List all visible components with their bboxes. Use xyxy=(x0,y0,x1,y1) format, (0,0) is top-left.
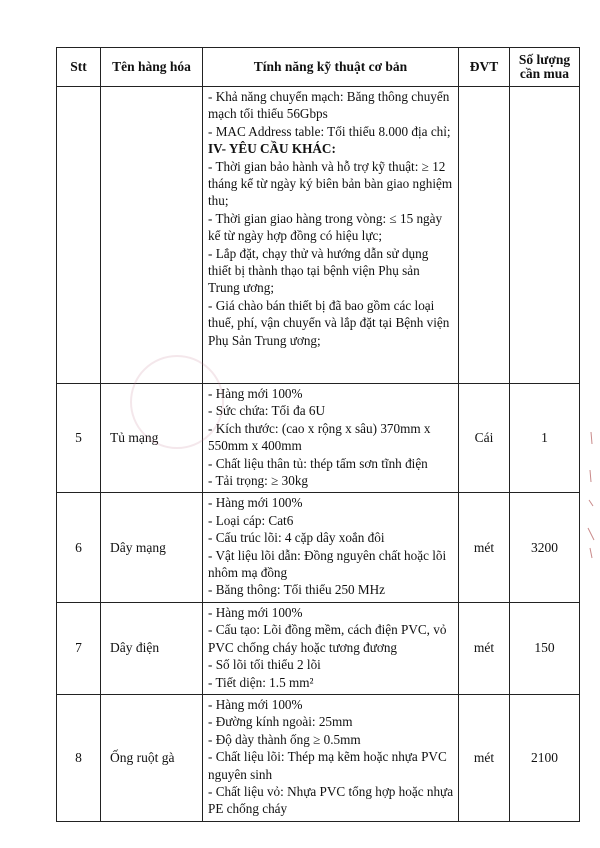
cell-unit: mét xyxy=(459,694,510,821)
spec-line: 550mm x 400mm xyxy=(208,438,302,454)
table-row-item-8 xyxy=(57,694,580,821)
spec-line: PVC chống cháy hoặc tương đương xyxy=(208,639,398,655)
cell-name: Tủ mạng xyxy=(101,384,203,493)
header-item-name: Tên hàng hóa xyxy=(101,48,203,87)
cell-spec xyxy=(203,602,459,694)
spec-line: - Cấu tạo: Lõi đồng mềm, cách điện PVC, vỏ xyxy=(208,622,447,638)
spec-line: - Sức chứa: Tối đa 6U xyxy=(208,403,325,419)
spec-line: nhôm mạ đồng xyxy=(208,565,288,581)
spec-line: - Hàng mới 100% xyxy=(208,604,303,620)
spec-line: thu; xyxy=(208,193,229,209)
cell-name xyxy=(101,87,203,384)
spec-line: - Giá chào bán thiết bị đã bao gồm các loại xyxy=(208,297,435,313)
header-unit: ĐVT xyxy=(459,48,510,87)
spec-line: Phụ Sản Trung ương; xyxy=(208,332,321,348)
spec-line: - Thời gian giao hàng trong vòng: ≤ 15 ngày xyxy=(208,210,443,226)
spec-line: - Chất liệu vỏ: Nhựa PVC tổng hợp hoặc nhựa xyxy=(208,783,454,799)
spec-line: - Lắp đặt, chạy thử và hướng dẫn sử dụng xyxy=(208,245,429,261)
cell-quantity: 3200 xyxy=(510,493,580,602)
spec-line: - Thời gian bảo hành và hỗ trợ kỹ thuật: ≥ 12 xyxy=(208,158,446,174)
header-quantity xyxy=(510,48,580,87)
table-header-row xyxy=(57,48,580,87)
cell-name: Ống ruột gà xyxy=(101,694,203,821)
spec-line: - Chất liệu lõi: Thép mạ kẽm hoặc nhựa PVC xyxy=(208,749,447,765)
spec-line: - Loại cáp: Cat6 xyxy=(208,512,294,528)
spec-line: mạch tối thiểu 56Gbps xyxy=(208,106,328,122)
cell-quantity: 150 xyxy=(510,602,580,694)
cell-name: Dây mạng xyxy=(101,493,203,602)
header-quantity-line2: cần mua xyxy=(519,66,570,81)
equipment-spec-table xyxy=(56,47,580,822)
spec-line: - Đường kính ngoài: 25mm xyxy=(208,714,353,730)
header-quantity-line1: Số lượng xyxy=(518,52,571,67)
spec-line: - Số lõi tối thiểu 2 lõi xyxy=(208,657,321,673)
cell-spec xyxy=(203,694,459,821)
cell-quantity xyxy=(510,87,580,384)
cell-quantity: 1 xyxy=(510,384,580,493)
cell-stt xyxy=(57,87,101,384)
cell-unit: mét xyxy=(459,493,510,602)
spec-line: thuế, phí, vận chuyển và lắp đặt tại Bệnh viện xyxy=(208,315,450,331)
spec-line: tháng kể từ ngày ký biên bản bàn giao nghiệm xyxy=(208,176,453,192)
spec-line: - Cấu trúc lõi: 4 cặp dây xoắn đôi xyxy=(208,530,385,546)
spec-line: - MAC Address table: Tối thiểu 8.000 địa chỉ; xyxy=(208,123,451,139)
hospital-seal-stamp xyxy=(130,355,224,449)
cell-name: Dây điện xyxy=(101,602,203,694)
spec-line: Trung ương; xyxy=(208,280,275,296)
cell-stt: 7 xyxy=(57,602,101,694)
section-heading: IV- YÊU CẦU KHÁC: xyxy=(208,141,336,157)
header-stt: Stt xyxy=(57,48,101,87)
table-row-item-7 xyxy=(57,602,580,694)
cell-spec xyxy=(203,384,459,493)
cell-stt: 5 xyxy=(57,384,101,493)
spec-line: - Khả năng chuyển mạch: Băng thông chuyển xyxy=(208,89,450,104)
spec-line: - Tải trọng: ≥ 30kg xyxy=(208,473,309,489)
cell-spec xyxy=(203,493,459,602)
spec-line: thiết bị thành thạo tại bệnh viện Phụ sản xyxy=(208,263,420,279)
spec-line: - Hàng mới 100% xyxy=(208,386,303,401)
spec-line: nguyên sinh xyxy=(208,766,273,782)
cell-quantity: 2100 xyxy=(510,694,580,821)
spec-line: - Độ dày thành ống ≥ 0.5mm xyxy=(208,731,361,747)
spec-line: - Tiết diện: 1.5 mm² xyxy=(208,674,314,690)
table-row-item-6 xyxy=(57,493,580,602)
cell-stt: 8 xyxy=(57,694,101,821)
spec-line: - Chất liệu thân tủ: thép tấm sơn tĩnh điện xyxy=(208,455,428,471)
header-technical-spec: Tính năng kỹ thuật cơ bản xyxy=(203,48,459,87)
cell-spec-continuation xyxy=(203,87,459,384)
cell-stt: 6 xyxy=(57,493,101,602)
cell-unit xyxy=(459,87,510,384)
spec-line: - Kích thước: (cao x rộng x sâu) 370mm x xyxy=(208,420,431,436)
spec-line: - Hàng mới 100% xyxy=(208,696,303,712)
margin-pen-marks xyxy=(585,430,597,560)
cell-unit: mét xyxy=(459,602,510,694)
table-row-continuation xyxy=(57,87,580,384)
spec-line: - Băng thông: Tối thiểu 250 MHz xyxy=(208,582,386,598)
cell-unit: Cái xyxy=(459,384,510,493)
spec-line: - Hàng mới 100% xyxy=(208,495,303,511)
spec-line: kể từ ngày hợp đồng có hiệu lực; xyxy=(208,228,382,244)
spec-line: PE chống cháy xyxy=(208,801,288,817)
spec-line: - Vật liệu lõi dẫn: Đồng nguyên chất hoặc lõi xyxy=(208,547,447,563)
